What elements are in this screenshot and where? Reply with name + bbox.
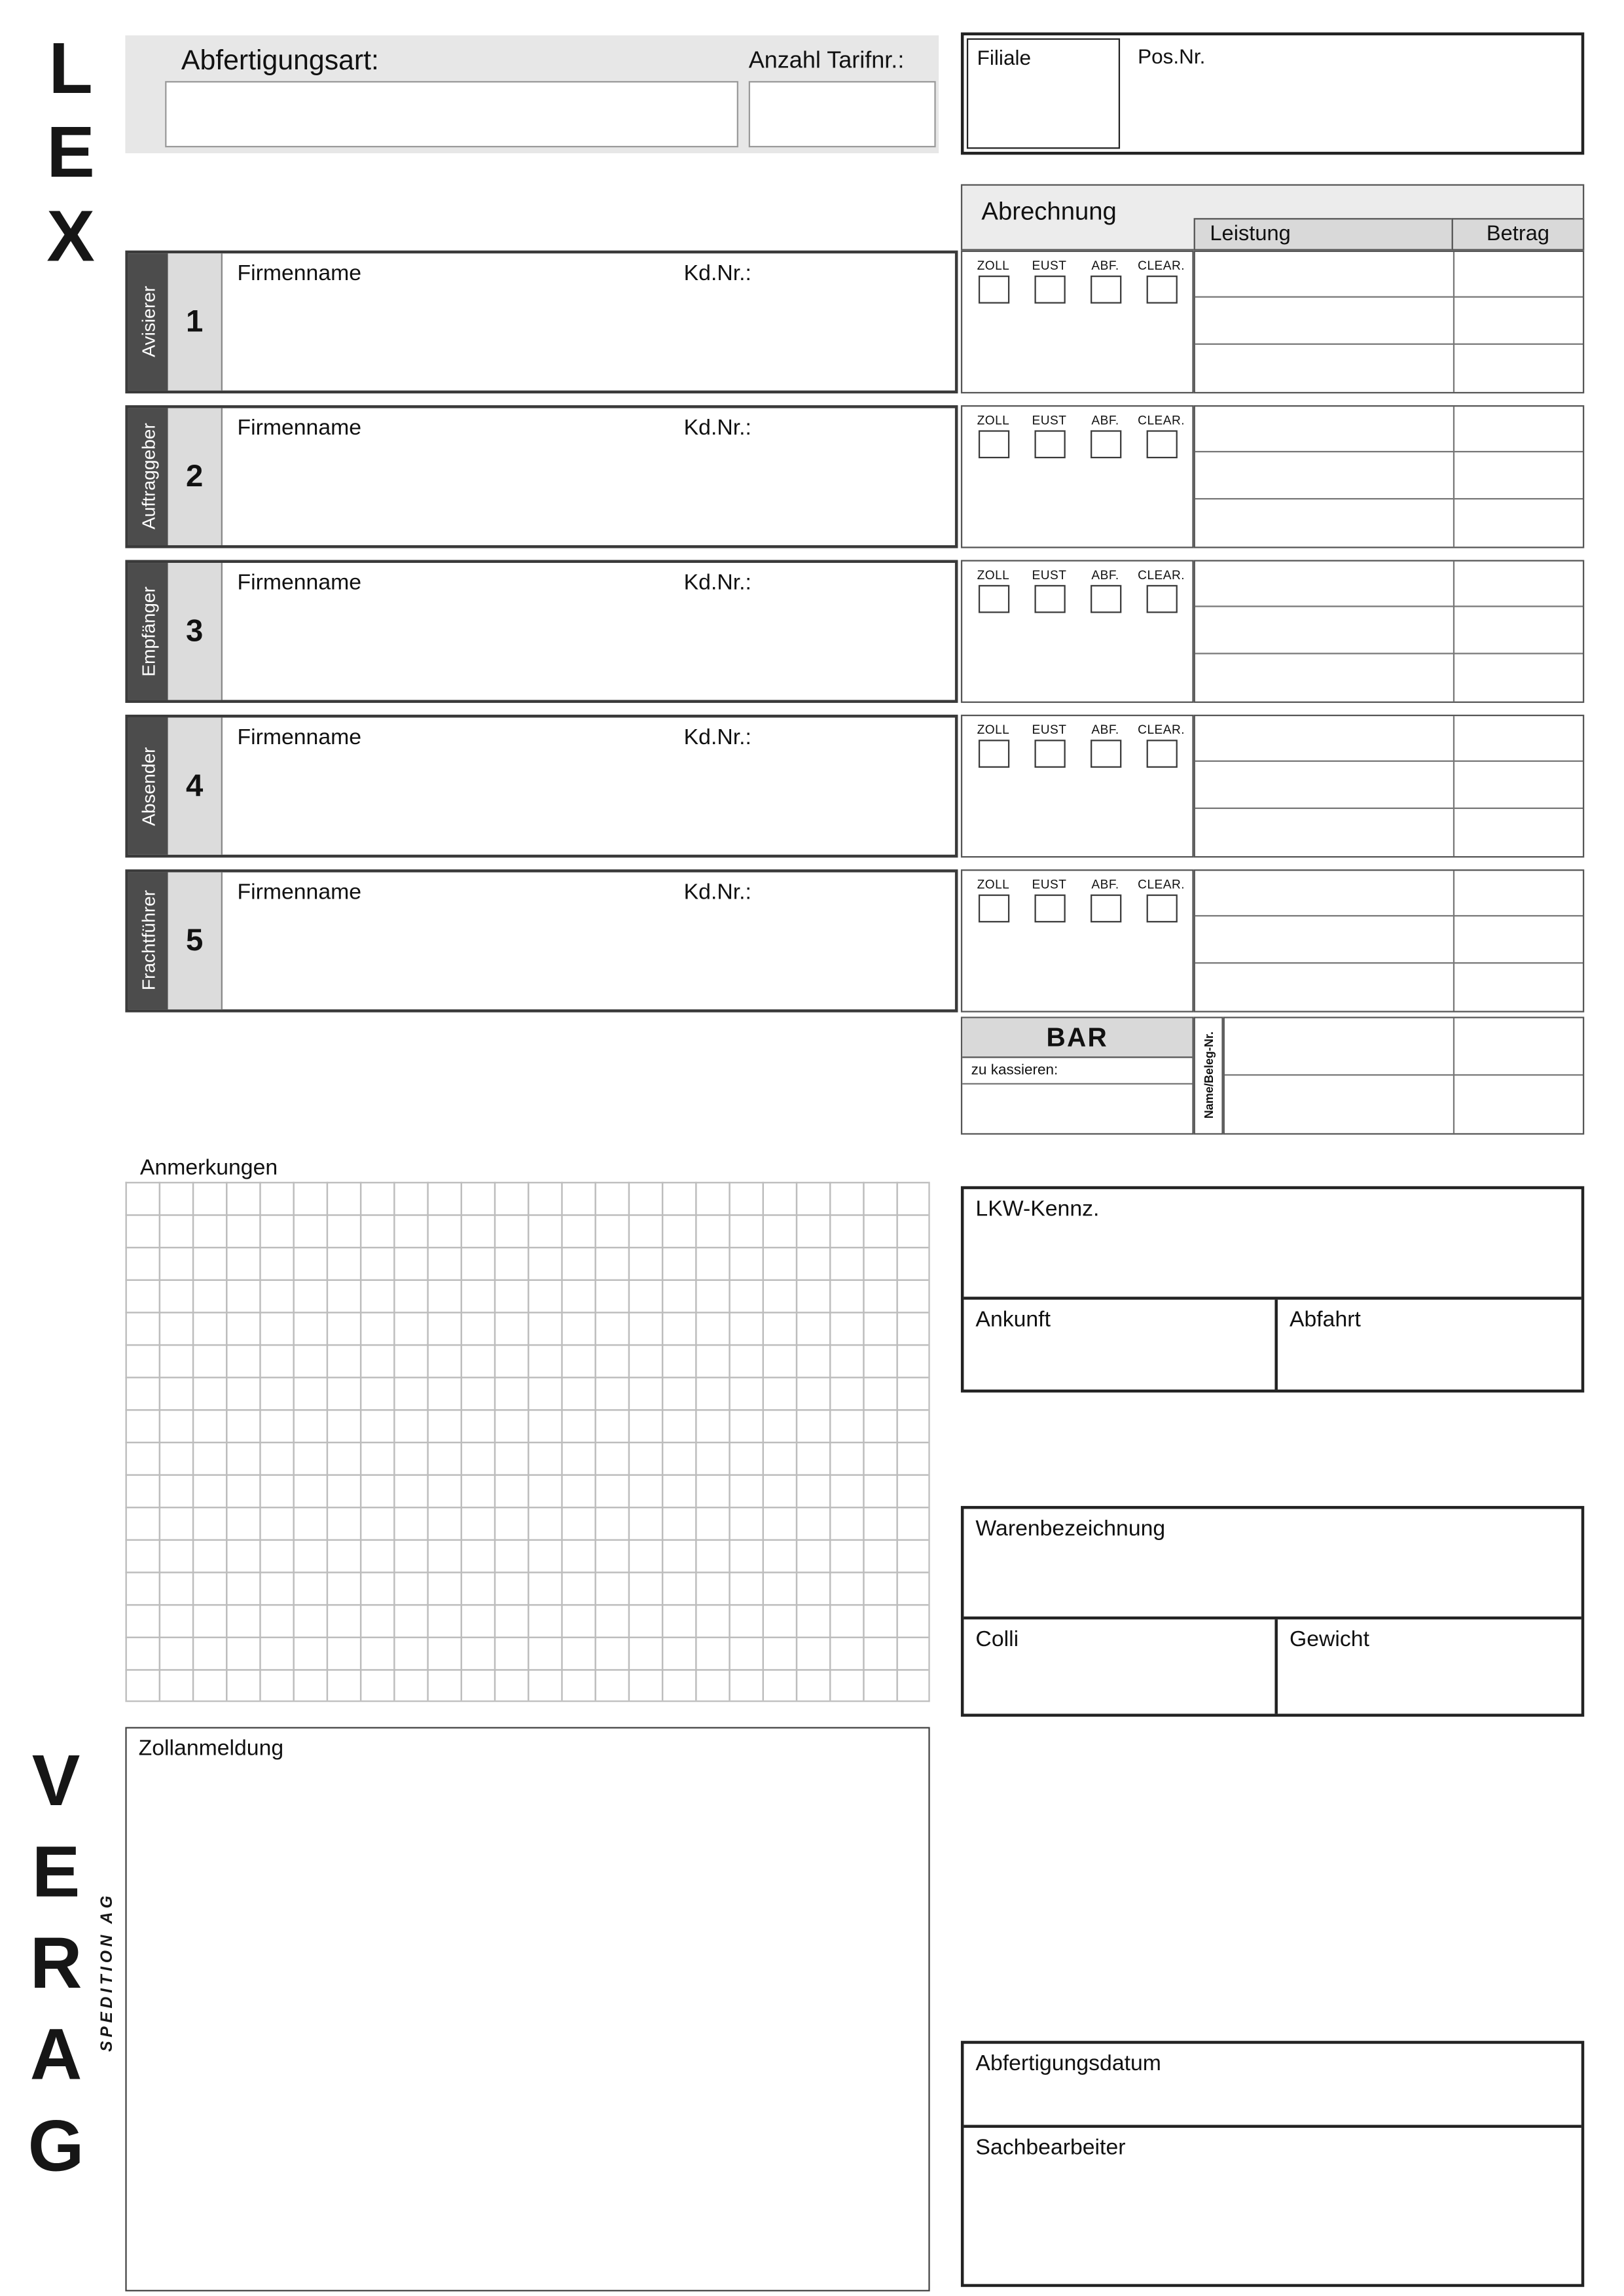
- spedition-ag-logo-text: [94, 1742, 121, 2201]
- kdnr-label: Kd.Nr.:: [683, 880, 751, 905]
- clear-label: CLEAR.: [1138, 876, 1185, 892]
- abrechnung-checkboxes-2: [961, 405, 1194, 548]
- anmerkungen-label: Anmerkungen: [139, 1155, 278, 1181]
- checkbox-zoll[interactable]: [978, 585, 1009, 613]
- colli-field[interactable]: [964, 1619, 1278, 1713]
- eust-checkbox-col: [1021, 258, 1077, 392]
- eust-label: EUST: [1032, 412, 1067, 427]
- eust-label: EUST: [1032, 257, 1067, 273]
- zoll-label: ZOLL: [977, 257, 1010, 273]
- anmerkungen-grid-area[interactable]: [125, 1182, 929, 1702]
- leistung-column-header: Leistung: [1194, 218, 1453, 251]
- party-role-label: Avisierer: [137, 286, 159, 358]
- abf-label: ABF.: [1091, 412, 1119, 427]
- firmenname-field[interactable]: [223, 717, 955, 854]
- abrechnung-row[interactable]: [1195, 298, 1583, 344]
- zoll-checkbox-col: [965, 567, 1022, 702]
- party-number: 3: [168, 563, 223, 700]
- party-number: 2: [168, 408, 223, 545]
- betrag-column-divider: [1453, 1018, 1454, 1134]
- eust-checkbox-col: [1021, 722, 1077, 856]
- abfertigung-box: [961, 2041, 1584, 2287]
- posnr-field[interactable]: [1126, 35, 1581, 152]
- zoll-checkbox-col: [965, 722, 1022, 856]
- checkbox-eust[interactable]: [1034, 430, 1064, 458]
- zoll-checkbox-col: [965, 258, 1022, 392]
- ankunft-field[interactable]: [964, 1300, 1278, 1390]
- eust-label: EUST: [1032, 876, 1067, 892]
- abrechnung-row[interactable]: [1195, 252, 1583, 298]
- firmenname-label: Firmenname: [237, 725, 362, 750]
- firmenname-field[interactable]: [223, 872, 955, 1009]
- abf-checkbox-col: [1077, 722, 1134, 856]
- clear-label: CLEAR.: [1138, 412, 1185, 427]
- zoll-label: ZOLL: [977, 722, 1010, 737]
- lkw-kennz-label: LKW-Kennz.: [975, 1196, 1100, 1222]
- checkbox-clear[interactable]: [1146, 585, 1176, 613]
- party-role-label: Auftraggeber: [137, 423, 159, 530]
- checkbox-zoll[interactable]: [978, 276, 1009, 304]
- abrechnung-rows-3: [1194, 560, 1585, 703]
- party-role-bar: [128, 253, 168, 390]
- eust-checkbox-col: [1021, 567, 1077, 702]
- filiale-field[interactable]: [967, 39, 1120, 149]
- zollanmeldung-label: Zollanmeldung: [138, 1736, 284, 1761]
- abrechnung-rows-5: [1194, 869, 1585, 1012]
- eust-label: EUST: [1032, 567, 1067, 583]
- abrechnung-row[interactable]: [1195, 716, 1583, 762]
- eust-label: EUST: [1032, 722, 1067, 737]
- colli-label: Colli: [975, 1626, 1019, 1652]
- abrechnung-row[interactable]: [1225, 1075, 1583, 1132]
- abrechnung-row[interactable]: [1195, 762, 1583, 808]
- abrechnung-row[interactable]: [1195, 499, 1583, 545]
- zu-kassieren-label: zu kassieren:: [962, 1058, 1192, 1085]
- checkbox-abf[interactable]: [1090, 430, 1121, 458]
- lkw-times-row: [964, 1297, 1581, 1390]
- sachbearbeiter-label: Sachbearbeiter: [975, 2135, 1126, 2161]
- checkbox-abf[interactable]: [1090, 740, 1121, 768]
- kdnr-label: Kd.Nr.:: [683, 415, 751, 441]
- lkw-kennz-box[interactable]: [961, 1186, 1584, 1392]
- zoll-checkbox-col: [965, 877, 1022, 1011]
- abf-checkbox-col: [1077, 258, 1134, 392]
- party-role-label: Empfänger: [137, 586, 159, 677]
- checkbox-eust[interactable]: [1034, 585, 1064, 613]
- firmenname-field[interactable]: [223, 408, 955, 545]
- checkbox-zoll[interactable]: [978, 430, 1009, 458]
- party-number: 5: [168, 872, 223, 1009]
- clear-label: CLEAR.: [1138, 722, 1185, 737]
- posnr-label: Pos.Nr.: [1138, 44, 1206, 68]
- zoll-checkbox-col: [965, 412, 1022, 547]
- abfertigungsart-label: Abfertigungsart:: [181, 45, 379, 77]
- abfahrt-field[interactable]: [1278, 1300, 1581, 1390]
- checkbox-clear[interactable]: [1146, 276, 1176, 304]
- kdnr-label: Kd.Nr.:: [683, 570, 751, 596]
- colli-gewicht-row: [964, 1617, 1581, 1714]
- clear-checkbox-col: [1133, 877, 1189, 1011]
- abrechnung-row[interactable]: [1195, 453, 1583, 499]
- party-role-bar: [128, 408, 168, 545]
- header-band: [125, 35, 939, 153]
- firmenname-label: Firmenname: [237, 415, 362, 441]
- abf-label: ABF.: [1091, 567, 1119, 583]
- checkbox-abf[interactable]: [1090, 895, 1121, 923]
- name-beleg-strip: [1194, 1016, 1223, 1134]
- party-block-3: [125, 560, 958, 703]
- gewicht-field[interactable]: [1278, 1619, 1581, 1713]
- checkbox-clear[interactable]: [1146, 740, 1176, 768]
- warenbezeichnung-label: Warenbezeichnung: [975, 1516, 1166, 1541]
- abf-checkbox-col: [1077, 412, 1134, 547]
- name-beleg-label: Name/Beleg-Nr.: [1202, 1031, 1216, 1120]
- party-role-label: Frachtführer: [137, 890, 159, 992]
- abfahrt-label: Abfahrt: [1289, 1306, 1361, 1333]
- firmenname-label: Firmenname: [237, 260, 362, 286]
- filiale-label: Filiale: [977, 45, 1032, 69]
- gewicht-label: Gewicht: [1289, 1626, 1369, 1652]
- betrag-column-header: Betrag: [1452, 218, 1585, 251]
- bar-box: [961, 1016, 1194, 1134]
- party-block-2: [125, 405, 958, 548]
- party-number: 1: [168, 253, 223, 390]
- bar-amount-field[interactable]: [962, 1085, 1192, 1133]
- abfertigungsdatum-label: Abfertigungsdatum: [975, 2051, 1161, 2077]
- abrechnung-checkboxes-3: [961, 560, 1194, 703]
- checkbox-abf[interactable]: [1090, 585, 1121, 613]
- party-block-1: [125, 251, 958, 393]
- sachbearbeiter-field[interactable]: [964, 2128, 1581, 2284]
- betrag-column-divider: [1453, 562, 1454, 702]
- clear-label: CLEAR.: [1138, 567, 1185, 583]
- kdnr-label: Kd.Nr.:: [683, 260, 751, 286]
- abrechnung-row[interactable]: [1195, 406, 1583, 452]
- kdnr-label: Kd.Nr.:: [683, 725, 751, 750]
- checkbox-clear[interactable]: [1146, 895, 1176, 923]
- abrechnung-row[interactable]: [1195, 607, 1583, 653]
- betrag-column-divider: [1453, 406, 1454, 547]
- abrechnung-checkboxes-1: [961, 251, 1194, 393]
- checkbox-zoll[interactable]: [978, 740, 1009, 768]
- eust-checkbox-col: [1021, 412, 1077, 547]
- zollanmeldung-area[interactable]: [125, 1727, 929, 2291]
- abrechnung-row[interactable]: [1195, 917, 1583, 963]
- zoll-label: ZOLL: [977, 412, 1010, 427]
- eust-checkbox-col: [1021, 877, 1077, 1011]
- party-role-bar: [128, 563, 168, 700]
- abrechnung-rows-bar: [1223, 1016, 1585, 1134]
- party-role-bar: [128, 872, 168, 1009]
- betrag-column-divider: [1453, 252, 1454, 392]
- party-role-bar: [128, 717, 168, 854]
- abrechnung-rows-2: [1194, 405, 1585, 548]
- abrechnung-row[interactable]: [1195, 344, 1583, 390]
- spedition-ag-label: SPEDITION AG: [98, 1892, 117, 2052]
- anzahl-tarifnr-input[interactable]: [749, 81, 936, 147]
- checkbox-eust[interactable]: [1034, 740, 1064, 768]
- betrag-column-divider: [1453, 716, 1454, 856]
- abf-checkbox-col: [1077, 567, 1134, 702]
- warenbezeichnung-box[interactable]: [961, 1506, 1584, 1717]
- zoll-label: ZOLL: [977, 567, 1010, 583]
- filiale-posnr-box: [961, 33, 1584, 155]
- abrechnung-header: [961, 184, 1584, 250]
- abf-checkbox-col: [1077, 877, 1134, 1011]
- abrechnung-row[interactable]: [1195, 654, 1583, 700]
- party-role-label: Absender: [137, 746, 159, 826]
- verag-logo: VERAG: [16, 1742, 96, 2199]
- ankunft-label: Ankunft: [975, 1306, 1051, 1333]
- abf-label: ABF.: [1091, 876, 1119, 892]
- anzahl-tarifnr-label: Anzahl Tarifnr.:: [748, 48, 905, 74]
- abrechnung-checkboxes-5: [961, 869, 1194, 1012]
- firmenname-label: Firmenname: [237, 880, 362, 905]
- clear-label: CLEAR.: [1138, 257, 1185, 273]
- party-block-5: [125, 869, 958, 1012]
- betrag-column-divider: [1453, 871, 1454, 1011]
- bar-title: BAR: [962, 1018, 1192, 1058]
- abf-label: ABF.: [1091, 722, 1119, 737]
- checkbox-eust[interactable]: [1034, 895, 1064, 923]
- abrechnung-row[interactable]: [1195, 808, 1583, 854]
- abrechnung-row[interactable]: [1195, 963, 1583, 1009]
- firmenname-field[interactable]: [223, 253, 955, 390]
- abfertigungsart-input[interactable]: [165, 81, 738, 147]
- abrechnung-row[interactable]: [1195, 562, 1583, 607]
- clear-checkbox-col: [1133, 258, 1189, 392]
- abrechnung-title: Abrechnung: [981, 197, 1117, 226]
- clear-checkbox-col: [1133, 412, 1189, 547]
- abrechnung-checkboxes-4: [961, 715, 1194, 857]
- abfertigungsdatum-field[interactable]: [964, 2044, 1581, 2128]
- abrechnung-rows-1: [1194, 251, 1585, 393]
- checkbox-clear[interactable]: [1146, 430, 1176, 458]
- abf-label: ABF.: [1091, 257, 1119, 273]
- lex-logo: LEX: [31, 29, 111, 282]
- zoll-label: ZOLL: [977, 876, 1010, 892]
- abrechnung-row[interactable]: [1195, 871, 1583, 917]
- clear-checkbox-col: [1133, 567, 1189, 702]
- abrechnung-rows-4: [1194, 715, 1585, 857]
- firmenname-field[interactable]: [223, 563, 955, 700]
- checkbox-zoll[interactable]: [978, 895, 1009, 923]
- clear-checkbox-col: [1133, 722, 1189, 856]
- checkbox-abf[interactable]: [1090, 276, 1121, 304]
- party-block-4: [125, 715, 958, 857]
- firmenname-label: Firmenname: [237, 570, 362, 596]
- party-number: 4: [168, 717, 223, 854]
- abrechnung-row[interactable]: [1225, 1018, 1583, 1075]
- checkbox-eust[interactable]: [1034, 276, 1064, 304]
